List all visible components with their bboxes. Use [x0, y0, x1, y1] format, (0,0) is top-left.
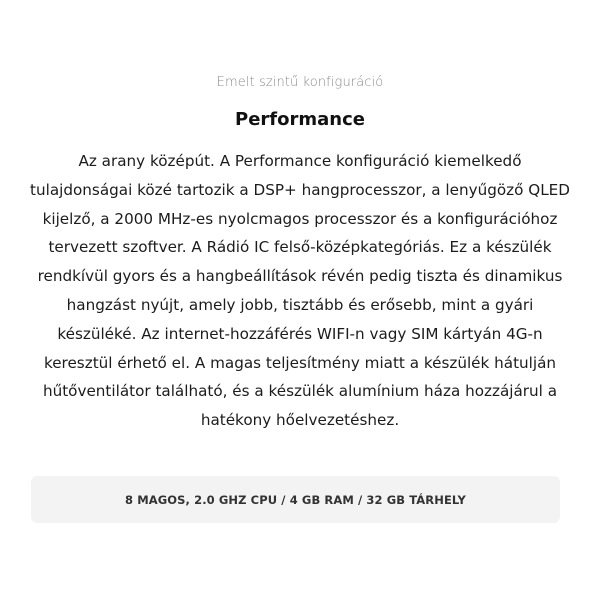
config-level-label: Emelt szintű konfiguráció: [216, 75, 384, 90]
specs-summary: 8 MAGOS, 2.0 GHZ CPU / 4 GB RAM / 32 GB TÁRHELY: [124, 492, 466, 507]
config-description: Az arany középút. A Performance konfiguráció kiemelkedő tulajdonságai közé tartozik a DSP+ hangprocesszor, a lenyűgöző QLED kijelző, a 2000 MHz-es nyolcmagos processzor és a konfigurációhoz tervezett szoftver. A Rádió IC felső-középkategóriás. Ez a készülék rendkívül gyors és a hangbeállítások révén pedig tiszta és dinamikus hangzást nyújt, amely jobb, tisztább és erősebb, mint a gyári készüléké. Az internet-hozzáférés WIFI-n vagy SIM kártyán 4G-n keresztül érhető el. A magas teljesítmény miatt a készülék hátulján hűtőventilátor található, és a készülék alumínium háza hozzájárul a hatékony hőelvezetéshez.: [30, 152, 570, 430]
specs-bar: [31, 476, 560, 523]
config-title: Performance: [235, 109, 365, 130]
